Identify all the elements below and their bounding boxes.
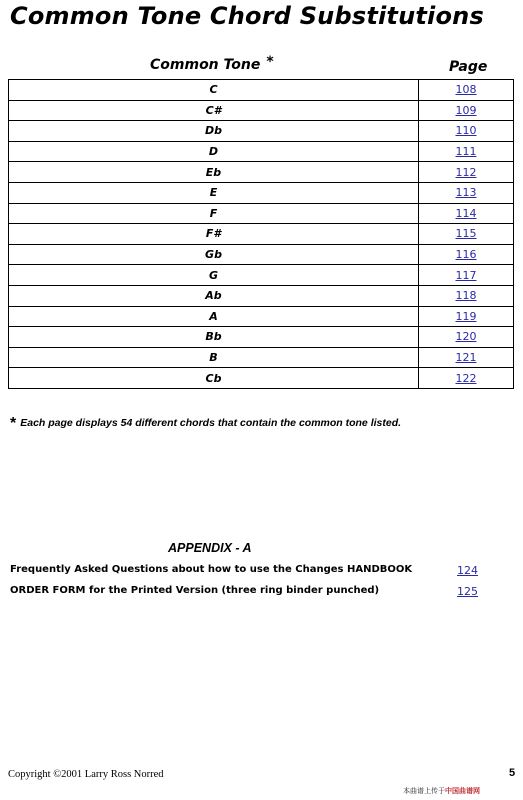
page-number: 5 [509, 767, 516, 779]
page-link[interactable]: 120 [455, 330, 477, 344]
table-row [9, 100, 514, 121]
page-link[interactable]: 121 [455, 351, 477, 365]
page-link[interactable]: 117 [455, 268, 477, 282]
copyright-notice: Copyright ©2001 Larry Ross Norred [8, 769, 164, 780]
common-tone-cell: E [9, 182, 419, 203]
appendix-page-link[interactable]: 124 [457, 564, 478, 577]
page-cell [419, 327, 514, 348]
page-cell [419, 224, 514, 245]
page-link[interactable]: 112 [455, 165, 477, 179]
common-tone-cell: D [9, 141, 419, 162]
page-link[interactable]: 113 [455, 186, 477, 200]
footnote-asterisk: * [10, 415, 17, 432]
table-row [9, 306, 514, 327]
asterisk-marker: * [266, 54, 274, 70]
page-link[interactable]: 109 [455, 103, 477, 117]
table-row [9, 327, 514, 348]
common-tone-cell: B [9, 347, 419, 368]
table-row [9, 347, 514, 368]
common-tone-column-header [150, 54, 274, 73]
common-tone-cell: Cb [9, 368, 419, 389]
footnote-text: Each page displays 54 different chords that contain the common tone listed. [20, 417, 402, 429]
watermark-brand: 中国曲谱网 [445, 787, 480, 795]
page-cell [419, 203, 514, 224]
common-tone-cell: Bb [9, 327, 419, 348]
page-cell [419, 368, 514, 389]
common-tone-cell: A [9, 306, 419, 327]
common-tone-cell: G [9, 265, 419, 286]
table-row [9, 182, 514, 203]
page-cell [419, 141, 514, 162]
page-link[interactable]: 122 [455, 371, 477, 385]
table-row [9, 203, 514, 224]
table-row [9, 368, 514, 389]
common-tone-cell: F [9, 203, 419, 224]
page-cell [419, 306, 514, 327]
table-row [9, 80, 514, 101]
common-tone-cell: Eb [9, 162, 419, 183]
footnote [10, 413, 515, 431]
watermark-prefix: 本曲谱上传于 [403, 787, 445, 795]
page-cell [419, 265, 514, 286]
page-link[interactable]: 111 [455, 145, 477, 159]
page-link[interactable]: 119 [455, 309, 477, 323]
page-title: Common Tone Chord Substitutions [10, 2, 484, 30]
table-row [9, 285, 514, 306]
watermark [403, 786, 480, 796]
table-row [9, 121, 514, 142]
appendix-title: APPENDIX - A [168, 541, 252, 555]
common-tone-header-label: Common Tone [150, 57, 261, 73]
page-cell [419, 162, 514, 183]
page-cell [419, 100, 514, 121]
page-cell [419, 121, 514, 142]
page-cell [419, 244, 514, 265]
page-cell [419, 80, 514, 101]
page-cell [419, 285, 514, 306]
page-link[interactable]: 110 [455, 124, 477, 138]
table-row [9, 162, 514, 183]
page-link[interactable]: 116 [455, 248, 477, 262]
common-tone-cell: C [9, 80, 419, 101]
common-tone-cell: Ab [9, 285, 419, 306]
table-row [9, 141, 514, 162]
table-row [9, 265, 514, 286]
table-row [9, 244, 514, 265]
common-tone-cell: Db [9, 121, 419, 142]
appendix-item-text: Frequently Asked Questions about how to use the Changes HANDBOOK [10, 564, 413, 575]
appendix-item-text: ORDER FORM for the Printed Version (three ring binder punched) [10, 585, 380, 596]
page-cell [419, 182, 514, 203]
appendix-item-order-form [10, 585, 515, 601]
page-link[interactable]: 118 [455, 289, 477, 303]
appendix-page-link[interactable]: 125 [457, 585, 478, 598]
appendix-item-faq [10, 564, 515, 580]
common-tone-cell: C# [9, 100, 419, 121]
common-tone-cell: Gb [9, 244, 419, 265]
common-tone-table [8, 79, 514, 389]
page-link[interactable]: 108 [455, 83, 477, 97]
page-link[interactable]: 115 [455, 227, 477, 241]
page-link[interactable]: 114 [455, 206, 477, 220]
table-row [9, 224, 514, 245]
common-tone-cell: F# [9, 224, 419, 245]
page-cell [419, 347, 514, 368]
page-column-header: Page [449, 59, 488, 75]
